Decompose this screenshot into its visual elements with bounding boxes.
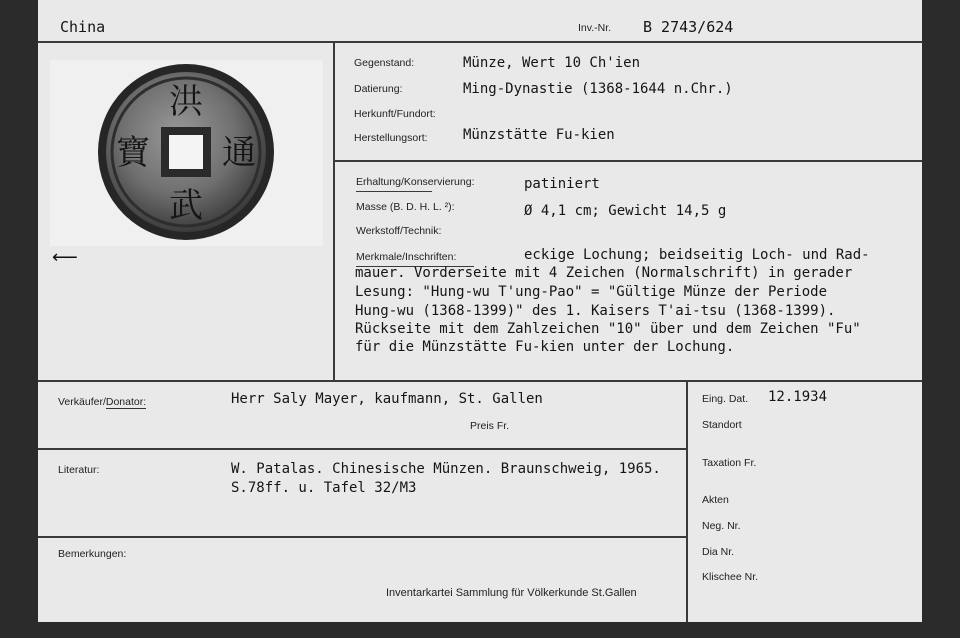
eing-label: Eing. Dat. (702, 393, 749, 405)
underline (356, 191, 432, 192)
klischee-label: Klischee Nr. (702, 571, 759, 583)
coin-char-top: 洪 (169, 82, 203, 122)
datierung-value: Ming-Dynastie (1368-1644 n.Chr.) (463, 81, 733, 97)
eing-value: 12.1934 (768, 389, 828, 405)
herstellungsort-label: Herstellungsort: (354, 132, 428, 144)
inv-number: B 2743/624 (643, 18, 734, 36)
divider (38, 536, 686, 538)
merkmale-line: Hung-wu (1368-1399)" des 1. Kaisers T'ai-tsu (1368-1399). (355, 303, 836, 319)
merkmale-line: für die Münzstätte Fu-kien unter der Lochung. (355, 339, 735, 355)
inventory-card (38, 0, 922, 622)
masse-label: Masse (B. D. H. L. ²): (356, 201, 455, 213)
herstellungsort-value: Münzstätte Fu-kien (463, 127, 615, 143)
divider (38, 448, 686, 450)
verkaeufer-label-text: Verkäufer/ (58, 396, 106, 408)
country-label: China (60, 18, 106, 36)
arrow-left-icon: ⟵ (52, 247, 78, 267)
taxation-label: Taxation Fr. (702, 457, 757, 469)
dia-label: Dia Nr. (702, 546, 735, 558)
divider (335, 160, 922, 162)
literatur-label: Literatur: (58, 464, 100, 476)
bemerkungen-label: Bemerkungen: (58, 548, 127, 560)
coin-image (50, 60, 323, 246)
divider (333, 43, 335, 381)
merkmale-line: mauer. Vorderseite mit 4 Zeichen (Normalschrift) in gerader (355, 265, 853, 281)
merkmale-line: Lesung: "Hung-wu T'ung-Pao" = "Gültige Münze der Periode (355, 284, 828, 300)
inv-label: Inv.-Nr. (578, 22, 612, 34)
merkmale-line: Rückseite mit dem Zahlzeichen "10" über und dem Zeichen "Fu" (355, 321, 861, 337)
verkaeufer-value: Herr Saly Mayer, kaufmann, St. Gallen (231, 391, 543, 407)
herkunft-label: Herkunft/Fundort: (354, 108, 436, 120)
erhaltung-label: Erhaltung/Konservierung: (356, 176, 475, 188)
akten-label: Akten (702, 494, 729, 506)
erhaltung-value: patiniert (524, 176, 600, 192)
divider (38, 41, 922, 43)
datierung-label: Datierung: (354, 83, 403, 95)
werkstoff-label: Werkstoff/Technik: (356, 225, 442, 237)
literatur-line2: S.78ff. u. Tafel 32/M3 (231, 480, 417, 496)
gegenstand-label: Gegenstand: (354, 57, 415, 69)
divider (38, 380, 922, 382)
merkmale-label: Merkmale/Inschriften: (356, 251, 457, 263)
gegenstand-value: Münze, Wert 10 Ch'ien (463, 55, 641, 71)
neg-label: Neg. Nr. (702, 520, 741, 532)
literatur-line1: W. Patalas. Chinesische Münzen. Braunschweig, 1965. (231, 461, 661, 477)
coin-char-left: 寶 (116, 133, 150, 173)
standort-label: Standort (702, 419, 742, 431)
verkaeufer-label (58, 396, 146, 408)
coin-char-bottom: 武 (169, 186, 203, 226)
coin-hole (169, 135, 203, 169)
merkmale-line: eckige Lochung; beidseitig Loch- und Rad- (524, 247, 870, 263)
coin-photo (50, 60, 323, 246)
masse-value: Ø 4,1 cm; Gewicht 14,5 g (524, 203, 727, 219)
divider (686, 382, 688, 622)
preis-label: Preis Fr. (470, 420, 510, 432)
coin-char-right: 通 (222, 133, 256, 173)
donator-label-text: Donator: (105, 396, 147, 408)
footer-text: Inventarkartei Sammlung für Völkerkunde St.Gallen (386, 587, 637, 599)
